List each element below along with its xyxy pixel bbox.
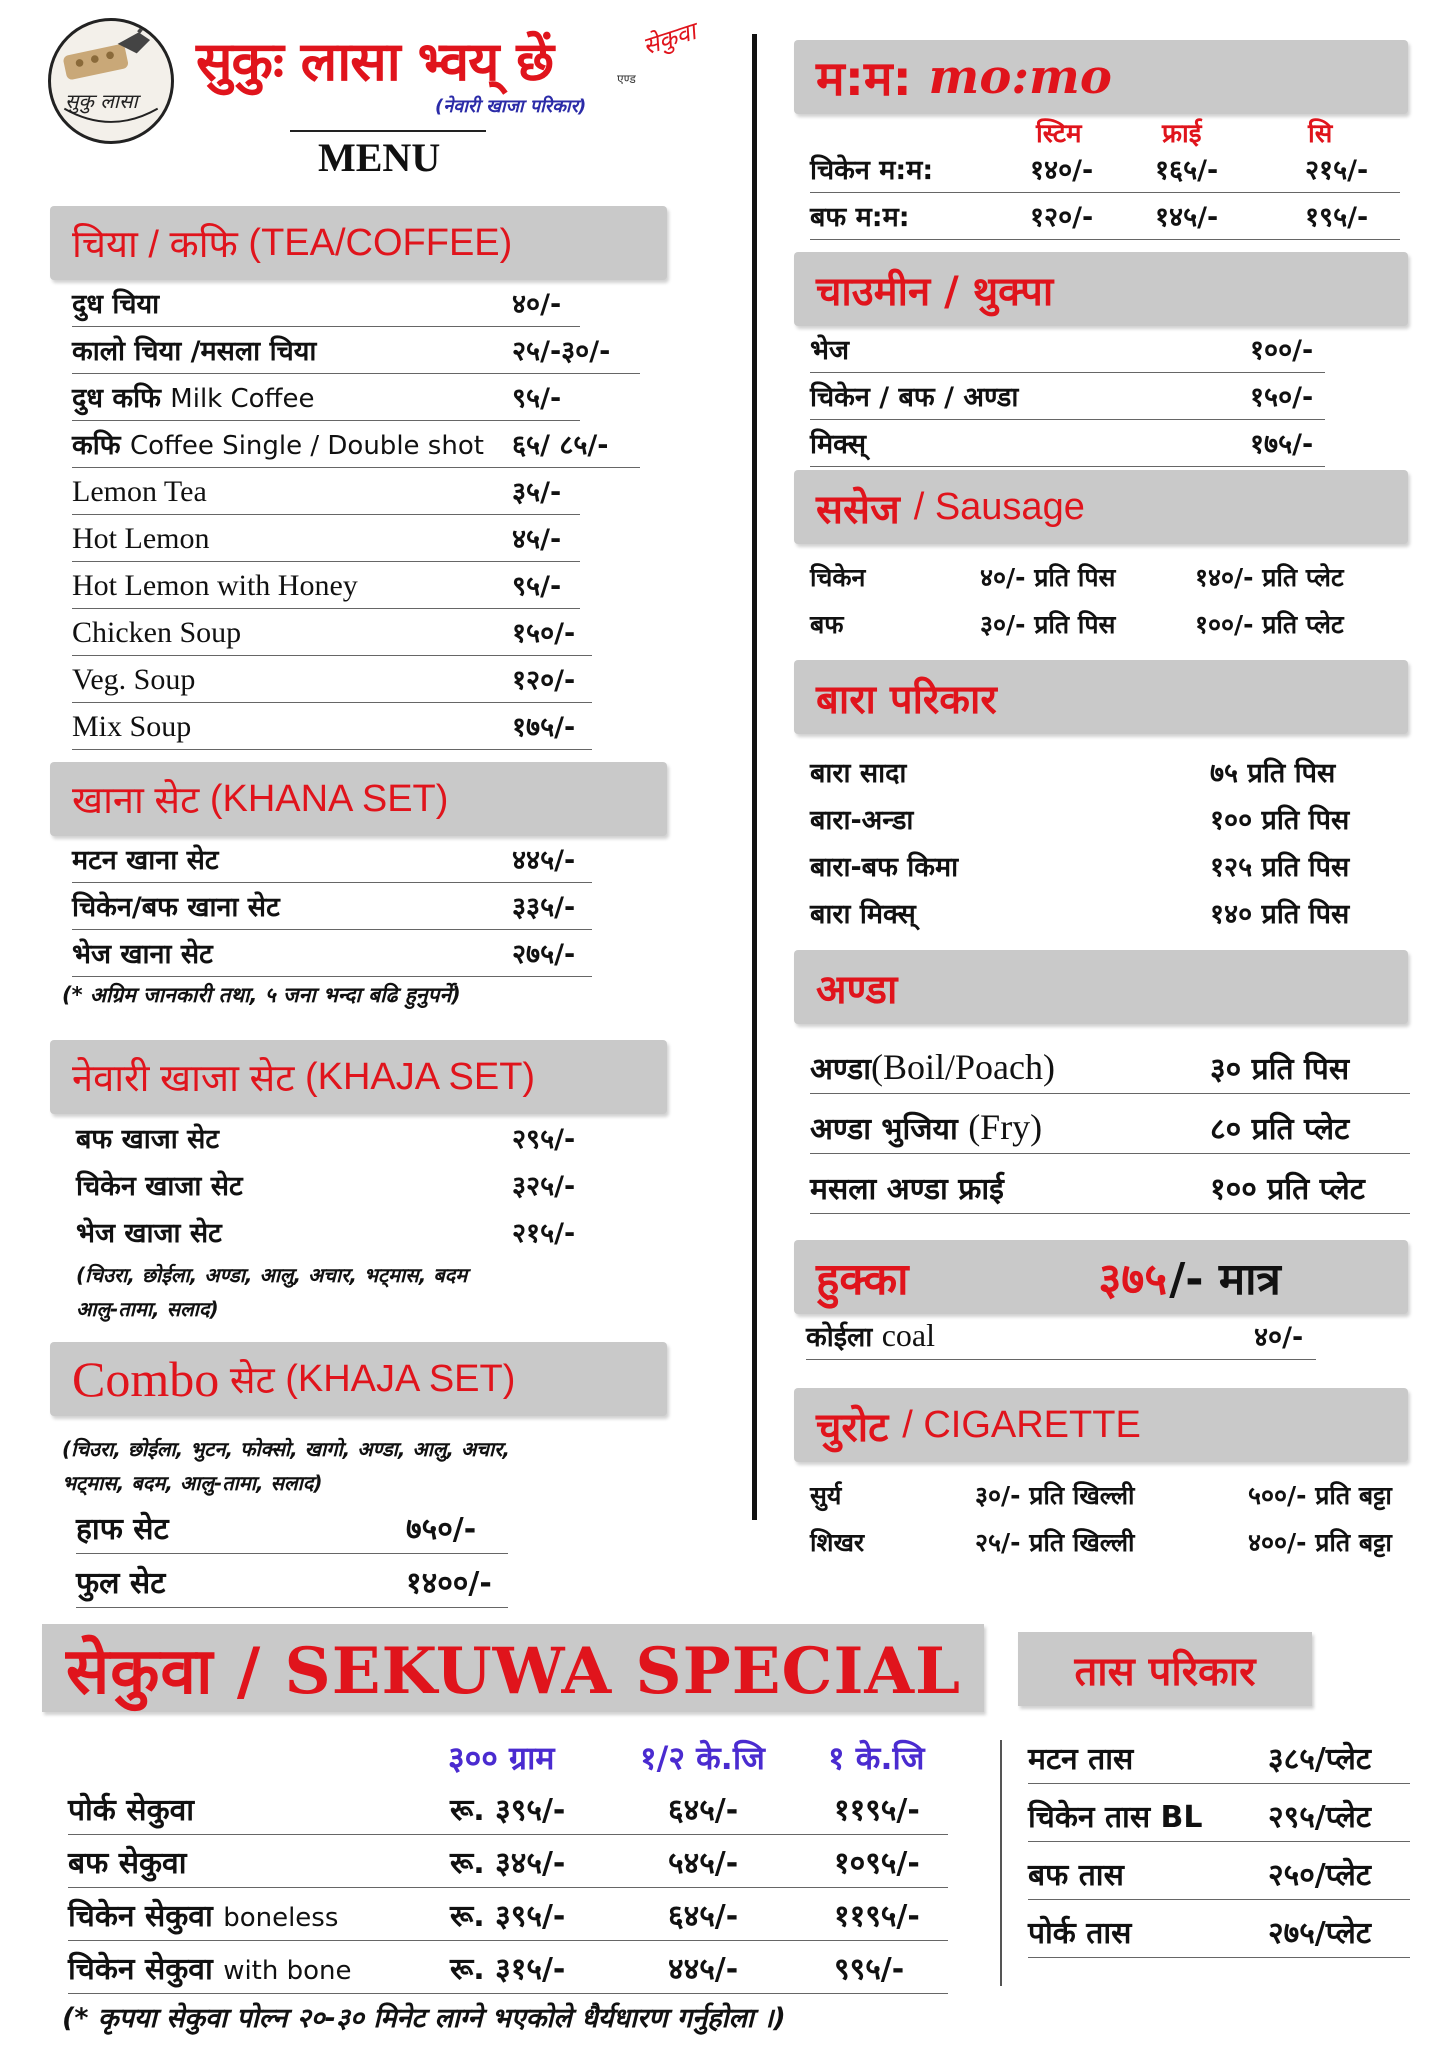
list-item: Hot Lemon with Honey ९५/- <box>72 562 580 609</box>
sausage-title: ससेज <box>816 486 900 533</box>
sekuwa-col-300g: ३०० ग्राम <box>448 1739 555 1777</box>
list-item: बारा-अन्डा १०० प्रति पिस <box>810 805 1350 836</box>
list-item: Hot Lemon ४५/- <box>72 515 580 562</box>
momo-col-steam: स्टिम <box>1036 119 1082 149</box>
menu-rule <box>290 130 486 132</box>
list-item: चिकेन तास BL २९५/प्लेट <box>1028 1784 1410 1842</box>
list-item: सुर्य ३०/- प्रति खिल्ली ५००/- प्रति बट्टा <box>810 1481 1392 1510</box>
list-item: बफ सेकुवा रू. ३४५/- ५४५/- १०९५/- <box>68 1835 948 1888</box>
list-item: कफि Coffee Single / Double shot ६५/ ८५/- <box>72 421 640 468</box>
list-item: मसला अण्डा फ्राई १०० प्रति प्लेट <box>810 1154 1410 1214</box>
sausage-title-en: / Sausage <box>913 485 1085 528</box>
list-item: बारा सादा ७५ प्रति पिस <box>810 758 1336 789</box>
list-item: हाफ सेट ७५०/- <box>76 1500 508 1554</box>
list-item: फुल सेट १४००/- <box>76 1554 508 1608</box>
hookah-section-banner <box>794 1240 1408 1314</box>
tas-divider <box>1000 1740 1002 1986</box>
list-item: Chicken Soup १५०/- <box>72 609 592 656</box>
logo-emblem-icon <box>51 21 171 141</box>
list-item: भेज १००/- <box>810 326 1325 373</box>
list-item: शिखर २५/- प्रति खिल्ली ४००/- प्रति बट्टा <box>810 1528 1392 1557</box>
momo-col-c: सि <box>1308 119 1333 149</box>
egg-title: अण्डा <box>816 966 898 1013</box>
cigarette-section-banner <box>794 1388 1408 1462</box>
list-item: चिकेन सेकुवा with bone रू. ३१५/- ४४५/- ९९५/- <box>68 1941 948 1994</box>
tea-title-en: (TEA/COFFEE) <box>248 221 513 264</box>
sausage-list <box>810 552 1390 646</box>
bara-list <box>810 748 1390 936</box>
list-item: मटन खाना सेट ४४५/- <box>72 836 592 883</box>
list-item: Lemon Tea ३५/- <box>72 468 580 515</box>
list-item: बारा-बफ किमा १२५ प्रति पिस <box>810 852 1350 883</box>
tea-title: चिया / कफि <box>72 224 238 266</box>
list-item: पोर्क सेकुवा रू. ३९५/- ६४५/- ११९५/- <box>68 1782 948 1835</box>
egg-list <box>810 1034 1410 1214</box>
list-item: बारा मिक्स् १४० प्रति पिस <box>810 899 1350 930</box>
restaurant-logo <box>48 18 174 144</box>
combo-title: Combo <box>72 1351 220 1407</box>
bara-title: बारा परिकार <box>816 676 997 723</box>
sausage-section-banner <box>794 470 1408 544</box>
tas-list <box>1028 1726 1410 1958</box>
list-item: मटन तास ३८५/प्लेट <box>1028 1726 1410 1784</box>
hookah-price: ३७५ <box>1098 1254 1168 1305</box>
combo-section-banner <box>50 1342 667 1416</box>
khana-list <box>72 836 592 977</box>
sekuwa-col-1kg: १ के.जि <box>828 1739 925 1777</box>
list-item: चिकेन म:म: १४०/- १६५/- २१५/- <box>810 146 1400 193</box>
combo-note: (चिउरा, छोईला, भुटन, फोक्सो, खागो, अण्डा, आलु, अचार, भट्मास, बदम, आलु-तामा, सलाद) <box>62 1437 510 1495</box>
list-item: चिकेन खाजा सेट ३२५/- <box>76 1171 576 1202</box>
cigarette-title-en: / CIGARETTE <box>902 1403 1141 1446</box>
list-item: Mix Soup १७५/- <box>72 703 592 750</box>
tea-list <box>72 280 640 750</box>
list-item: अण्डा भुजिया (Fry) ८० प्रति प्लेट <box>810 1094 1410 1154</box>
list-item: बफ म:म: १२०/- १४५/- १९५/- <box>810 193 1400 240</box>
khana-title-en: (KHANA SET) <box>209 777 449 820</box>
sekuwa-section-banner <box>42 1624 984 1712</box>
egg-section-banner <box>794 950 1408 1024</box>
sekuwa-list <box>68 1782 948 1994</box>
momo-list <box>810 146 1400 240</box>
menu-heading: MENU <box>318 135 441 180</box>
list-item: चिकेन/बफ खाना सेट ३३५/- <box>72 883 592 930</box>
cigarette-title: चुरोट <box>816 1404 889 1451</box>
list-item: दुध कफि Milk Coffee ९५/- <box>72 374 580 421</box>
list-item: भेज खाना सेट २७५/- <box>72 930 592 977</box>
restaurant-subtitle: (नेवारी खाजा परिकार) <box>435 96 587 117</box>
column-divider <box>752 34 757 1520</box>
combo-title-en: (KHAJA SET) <box>285 1357 516 1400</box>
list-item: पोर्क तास २७५/प्लेट <box>1028 1900 1410 1958</box>
list-item: मिक्स् १७५/- <box>810 420 1325 467</box>
sekuwa-tag: सेकुवा <box>639 17 700 61</box>
list-item: अण्डा(Boil/Poach) ३० प्रति पिस <box>810 1034 1410 1094</box>
list-item: दुध चिया ४०/- <box>72 280 580 327</box>
khaja-title-en: (KHAJA SET) <box>304 1055 536 1098</box>
logo-text: सुकु लासा <box>65 89 138 113</box>
restaurant-title: सुकुः लासा भ्वय् छें <box>196 29 554 93</box>
list-item: बफ तास २५०/प्लेट <box>1028 1842 1410 1900</box>
coal-list <box>806 1306 1316 1360</box>
chowmein-section-banner <box>794 252 1408 326</box>
list-item: चिकेन ४०/- प्रति पिस १४०/- प्रति प्लेट <box>810 563 1344 592</box>
hookah-title: हुक्का <box>816 1254 909 1305</box>
combo-title-np: सेट <box>229 1360 275 1402</box>
cigarette-list <box>810 1470 1410 1564</box>
momo-title-en: mo:mo <box>928 49 1112 105</box>
bara-section-banner <box>794 660 1408 734</box>
khana-section-banner <box>50 762 667 836</box>
and-label: एण्ड <box>617 72 636 86</box>
tea-section-banner <box>50 206 667 280</box>
list-item: बफ खाजा सेट २९५/- <box>76 1124 576 1155</box>
list-item: भेज खाजा सेट २१५/- <box>76 1218 576 1249</box>
sekuwa-col-half-kg: १/२ के.जि <box>640 1739 765 1777</box>
sekuwa-note: (* कृपया सेकुवा पोल्न २०-३० मिनेट लाग्ने भएकोले धैर्यधारण गर्नुहोला ।) <box>62 2003 786 2034</box>
tas-title: तास परिकार <box>1074 1648 1256 1695</box>
chowmein-list <box>810 326 1325 467</box>
chowmein-title: चाउमीन / थुक्पा <box>816 268 1054 315</box>
sekuwa-title: सेकुवा / SEKUWA SPECIAL <box>66 1633 962 1709</box>
list-item: कालो चिया /मसला चिया २५/-३०/- <box>72 327 640 374</box>
tas-section-banner <box>1018 1632 1312 1706</box>
momo-title: म:म: <box>816 50 912 107</box>
hookah-price-suffix: /- मात्र <box>1169 1254 1281 1305</box>
khaja-list <box>76 1114 596 1255</box>
khana-note: (* अग्रिम जानकारी तथा, ५ जना भन्दा बढि हुनुपर्ने) <box>62 983 461 1007</box>
list-item: चिकेन सेकुवा boneless रू. ३९५/- ६४५/- ११९५/- <box>68 1888 948 1941</box>
list-item: कोईला coal ४०/- <box>806 1306 1316 1360</box>
list-item: बफ ३०/- प्रति पिस १००/- प्रति प्लेट <box>810 610 1344 639</box>
momo-col-fry: फ्राई <box>1162 119 1202 149</box>
combo-list <box>76 1500 508 1608</box>
khaja-title: नेवारी खाजा सेट <box>72 1058 295 1100</box>
momo-section-banner <box>794 40 1408 114</box>
list-item: Veg. Soup १२०/- <box>72 656 592 703</box>
khaja-section-banner <box>50 1040 667 1114</box>
khana-title: खाना सेट <box>72 780 200 822</box>
khaja-note: (चिउरा, छोईला, अण्डा, आलु, अचार, भट्मास, बदम आलु-तामा, सलाद) <box>76 1263 468 1321</box>
list-item: चिकेन / बफ / अण्डा १५०/- <box>810 373 1325 420</box>
